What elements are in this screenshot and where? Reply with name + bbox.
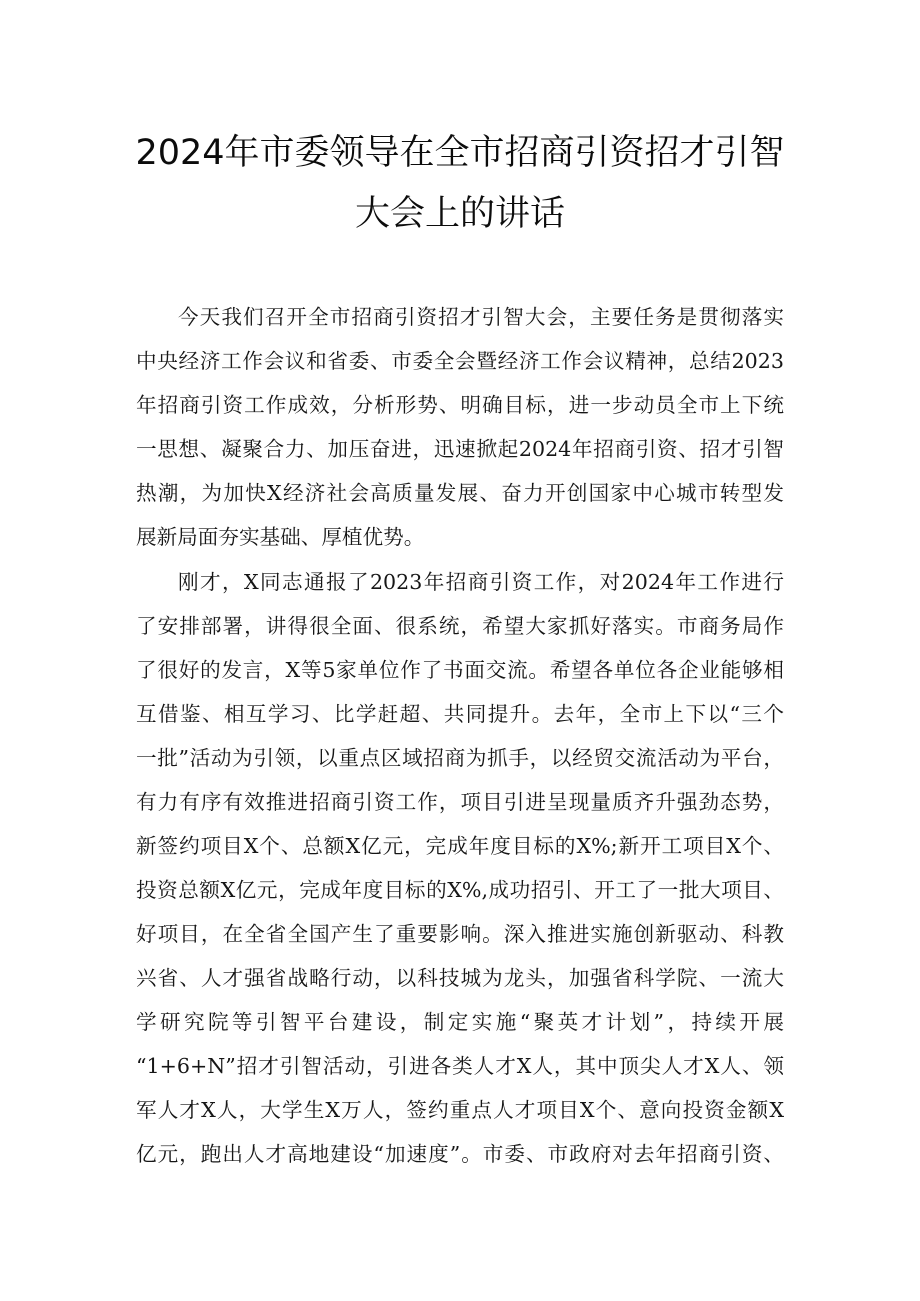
- paragraph-2-line-3: 了很好的发言，X等5家单位作了书面交流。希望各单位各企业能够相: [136, 658, 784, 682]
- paragraph-2-line-5: 一批”活动为引领，以重点区域招商为抓手，以经贸交流活动为平台，: [136, 746, 784, 770]
- paragraph-2-line-12: “1+6+N”招才引智活动，引进各类人才X人，其中顶尖人才X人、领: [136, 1054, 784, 1078]
- paragraph-2-line-6: 有力有序有效推进招商引资工作，项目引进呈现量质齐升强劲态势，: [136, 790, 784, 814]
- paragraph-1-line-2: 中央经济工作会议和省委、市委全会暨经济工作会议精神，总结2023: [136, 349, 784, 373]
- paragraph-2-line-4: 互借鉴、相互学习、比学赶超、共同提升。去年，全市上下以“三个: [136, 702, 784, 726]
- paragraph-2-line-13: 军人才X人，大学生X万人，签约重点人才项目X个、意向投资金额X: [136, 1098, 784, 1122]
- paragraph-2-line-8: 投资总额X亿元，完成年度目标的X%,成功招引、开工了一批大项目、: [136, 878, 784, 902]
- paragraph-1-line-1: 今天我们召开全市招商引资招才引智大会，主要任务是贯彻落实: [178, 305, 784, 329]
- paragraph-2-line-2: 了安排部署，讲得很全面、很系统，希望大家抓好落实。市商务局作: [136, 614, 784, 638]
- paragraph-2-line-11: 学研究院等引智平台建设，制定实施“聚英才计划”，持续开展: [136, 1010, 784, 1034]
- paragraph-2-line-1: 刚才，X同志通报了2023年招商引资工作，对2024年工作进行: [178, 570, 784, 594]
- document-title-line-1: 2024年市委领导在全市招商引资招才引智: [135, 133, 785, 173]
- paragraph-2-line-10: 兴省、人才强省战略行动，以科技城为龙头，加强省科学院、一流大: [136, 966, 784, 990]
- paragraph-2-line-9: 好项目，在全省全国产生了重要影响。深入推进实施创新驱动、科教: [136, 922, 784, 946]
- paragraph-2-line-14: 亿元，跑出人才高地建设“加速度”。市委、市政府对去年招商引资、: [136, 1142, 784, 1166]
- paragraph-1-line-6: 展新局面夯实基础、厚植优势。: [136, 525, 425, 549]
- document-title-line-2: 大会上的讲话: [354, 194, 565, 234]
- paragraph-1-line-5: 热潮，为加快X经济社会高质量发展、奋力开创国家中心城市转型发: [136, 481, 784, 505]
- paragraph-2-line-7: 新签约项目X个、总额X亿元，完成年度目标的X%;新开工项目X个、: [136, 834, 784, 858]
- paragraph-1-line-3: 年招商引资工作成效，分析形势、明确目标，进一步动员全市上下统: [136, 393, 784, 417]
- paragraph-1-line-4: 一思想、凝聚合力、加压奋进，迅速掀起2024年招商引资、招才引智: [136, 437, 784, 461]
